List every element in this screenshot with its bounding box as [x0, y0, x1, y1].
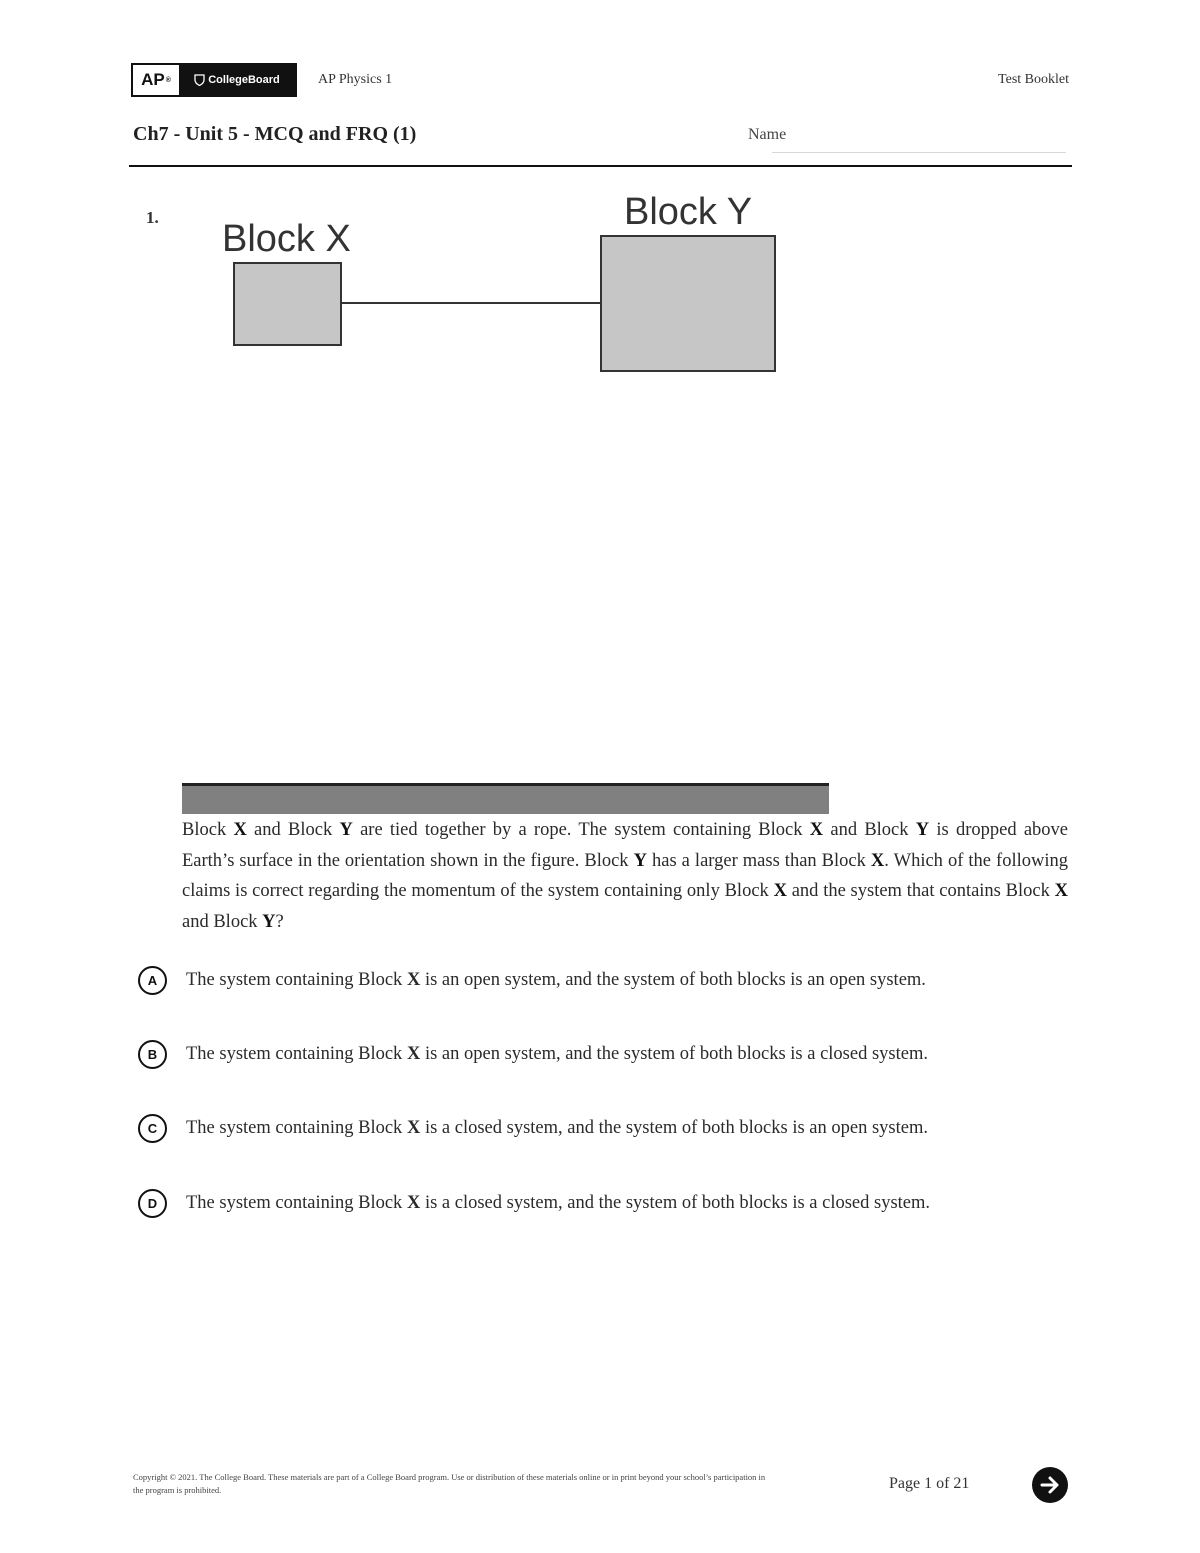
choice-d-bubble[interactable]: D	[138, 1189, 167, 1218]
page-title: Ch7 - Unit 5 - MCQ and FRQ (1)	[133, 123, 417, 145]
ap-collegeboard-logo	[131, 63, 297, 97]
copyright-notice: Copyright © 2021. The College Board. These materials are part of a College Board program. Use or distribution of these materials online or in print beyond your school’s participation in the program is prohibited.	[133, 1472, 766, 1495]
header-divider	[129, 165, 1072, 167]
ap-logo: AP ®	[133, 65, 179, 95]
choice-d-text: The system containing Block X is a closed system, and the system of both blocks is a closed system.	[186, 1193, 931, 1213]
question-stem: Block X and Block Y are tied together by a rope. The system containing Block X and Block Y is dropped above Earth’s surface in the orientation shown in the figure. Block Y has a larger mass than Block X. Which of the following claims is correct regarding the momentum of the system containing only Block X and the system that contains Block X and Block Y?	[182, 820, 1069, 932]
choice-a-bubble[interactable]: A	[138, 966, 167, 995]
choice-b-bubble[interactable]: B	[138, 1040, 167, 1069]
choice-d[interactable]	[138, 1189, 1068, 1218]
name-field[interactable]	[772, 152, 1066, 153]
shield-icon	[194, 74, 205, 86]
question-stem-bar	[182, 783, 829, 814]
block-x	[234, 263, 341, 345]
choice-c[interactable]	[138, 1114, 1068, 1143]
booklet-label: Test Booklet	[998, 72, 1069, 87]
blocks-figure	[200, 185, 800, 385]
choice-b-text: The system containing Block X is an open system, and the system of both blocks is a closed system.	[186, 1044, 928, 1064]
block-y-label: Block Y	[624, 191, 753, 233]
arrow-right-circle-icon	[1039, 1474, 1061, 1496]
choice-c-text: The system containing Block X is a closed system, and the system of both blocks is an open system.	[186, 1118, 928, 1138]
choice-a[interactable]	[138, 966, 1068, 995]
block-y	[601, 236, 775, 371]
next-page-button[interactable]	[1032, 1467, 1068, 1503]
collegeboard-logo: CollegeBoard	[179, 65, 295, 95]
page-indicator: Page 1 of 21	[889, 1475, 970, 1492]
name-label: Name	[748, 126, 787, 143]
course-name: AP Physics 1	[318, 72, 393, 87]
choice-c-bubble[interactable]: C	[138, 1114, 167, 1143]
question-number: 1.	[146, 208, 159, 227]
block-x-label: Block X	[222, 218, 351, 260]
choice-b[interactable]	[138, 1040, 1068, 1069]
choice-a-text: The system containing Block X is an open system, and the system of both blocks is an open system.	[186, 970, 926, 990]
